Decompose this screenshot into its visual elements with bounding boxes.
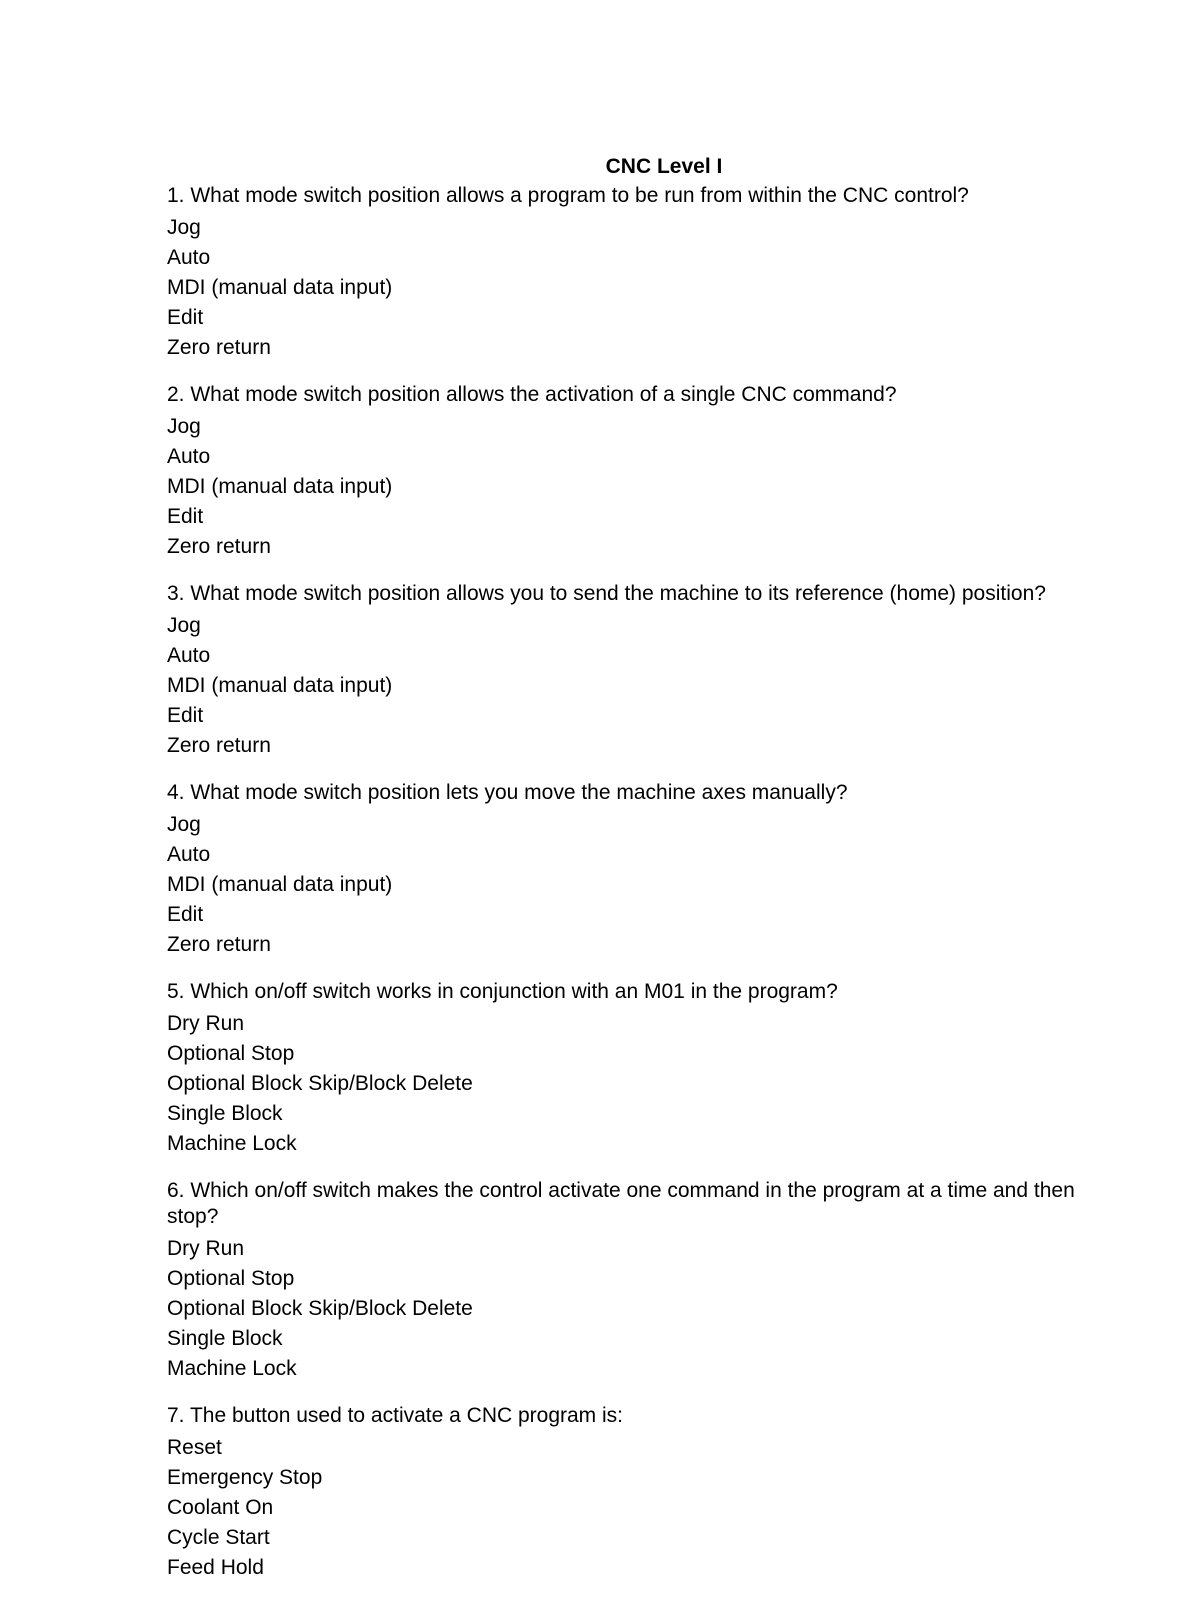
- answer-options: [167, 1433, 1117, 1583]
- answer-option: Dry Run: [167, 1012, 245, 1035]
- answer-option: Optional Stop: [167, 1267, 295, 1290]
- answer-option: Auto: [167, 246, 211, 269]
- question-3: [167, 581, 1117, 761]
- question-text: 6. Which on/off switch makes the control activate one command in the program at a time and then stop?: [167, 1179, 1075, 1228]
- answer-option: Single Block: [167, 1327, 283, 1350]
- question-text: 7. The button used to activate a CNC program is:: [167, 1404, 624, 1427]
- answer-option: Optional Stop: [167, 1042, 295, 1065]
- answer-option: Coolant On: [167, 1496, 274, 1519]
- question-1: [167, 183, 1117, 363]
- answer-options: [167, 611, 1117, 761]
- answer-option: Auto: [167, 843, 211, 866]
- question-text: 5. Which on/off switch works in conjunction with an M01 in the program?: [167, 980, 838, 1003]
- answer-option: Machine Lock: [167, 1357, 297, 1380]
- question-text: 1. What mode switch position allows a program to be run from within the CNC control?: [167, 184, 969, 207]
- answer-options: [167, 810, 1117, 960]
- answer-option: MDI (manual data input): [167, 276, 393, 299]
- answer-option: Zero return: [167, 535, 271, 558]
- answer-option: Edit: [167, 903, 204, 926]
- answer-option: Dry Run: [167, 1237, 245, 1260]
- document-title: CNC Level I: [605, 155, 723, 178]
- answer-options: [167, 1009, 1117, 1159]
- answer-options: [167, 1234, 1117, 1384]
- question-text: 4. What mode switch position lets you move the machine axes manually?: [167, 781, 848, 804]
- answer-option: Emergency Stop: [167, 1466, 323, 1489]
- answer-option: Zero return: [167, 933, 271, 956]
- answer-option: MDI (manual data input): [167, 674, 393, 697]
- answer-option: Edit: [167, 306, 204, 329]
- answer-option: MDI (manual data input): [167, 475, 393, 498]
- answer-options: [167, 213, 1117, 363]
- question-list: [167, 183, 1117, 1602]
- answer-option: Auto: [167, 644, 211, 667]
- answer-option: Feed Hold: [167, 1556, 264, 1579]
- question-7: [167, 1403, 1117, 1583]
- question-text: 2. What mode switch position allows the activation of a single CNC command?: [167, 383, 897, 406]
- answer-option: Zero return: [167, 734, 271, 757]
- answer-option: Auto: [167, 445, 211, 468]
- answer-options: [167, 412, 1117, 562]
- answer-option: Jog: [167, 415, 201, 438]
- answer-option: Cycle Start: [167, 1526, 270, 1549]
- answer-option: MDI (manual data input): [167, 873, 393, 896]
- answer-option: Zero return: [167, 336, 271, 359]
- question-4: [167, 780, 1117, 960]
- answer-option: Edit: [167, 505, 204, 528]
- question-5: [167, 979, 1117, 1159]
- answer-option: Machine Lock: [167, 1132, 297, 1155]
- answer-option: Jog: [167, 813, 201, 836]
- question-2: [167, 382, 1117, 562]
- answer-option: Edit: [167, 704, 204, 727]
- question-6: [167, 1178, 1117, 1384]
- answer-option: Jog: [167, 614, 201, 637]
- answer-option: Reset: [167, 1436, 222, 1459]
- answer-option: Optional Block Skip/Block Delete: [167, 1072, 473, 1095]
- answer-option: Single Block: [167, 1102, 283, 1125]
- answer-option: Jog: [167, 216, 201, 239]
- question-text: 3. What mode switch position allows you to send the machine to its reference (home) position?: [167, 582, 1046, 605]
- answer-option: Optional Block Skip/Block Delete: [167, 1297, 473, 1320]
